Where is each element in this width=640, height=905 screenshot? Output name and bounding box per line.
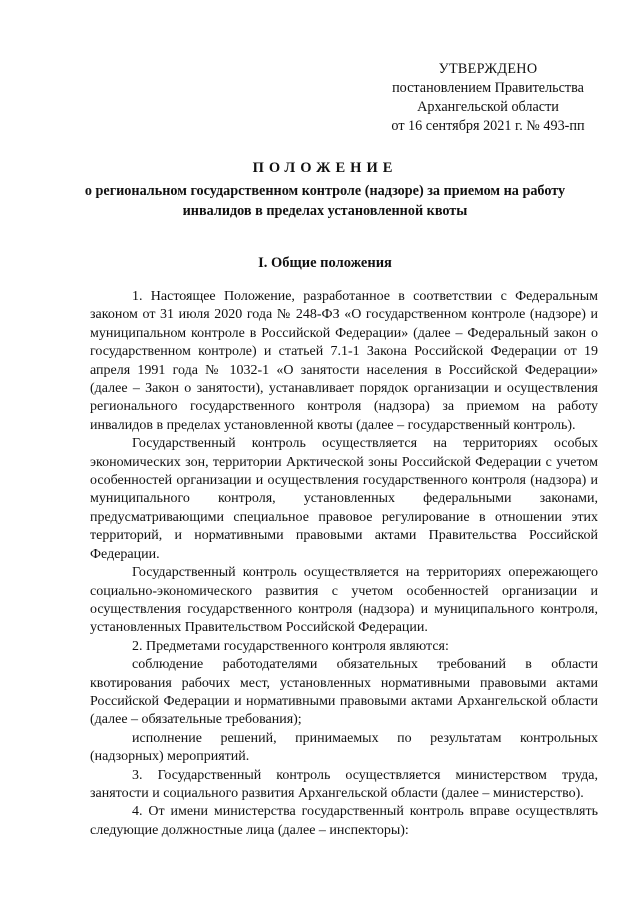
paragraph-6: исполнение решений, принимаемых по результатам контрольных (надзорных) мероприятий.	[90, 730, 598, 765]
section-heading: I. Общие положения	[258, 255, 392, 271]
paragraph-3: Государственный контроль осуществляется на территориях опережающего социально-экономического развития с учетом особенностей организации и осуществления государственного контроля (надзора) и муниципального контроля, установленных Правительством Российской Федерации.	[90, 565, 598, 636]
paragraph-4: 2. Предметами государственного контроля являются:	[132, 638, 449, 654]
paragraph-7: 3. Государственный контроль осуществляется министерством труда, занятости и социального развития Архангельской области (далее – министерство).	[90, 767, 598, 801]
approval-line-2: Архангельской области	[417, 99, 559, 115]
document-title: ПОЛОЖЕНИЕ	[252, 160, 398, 176]
body-text	[90, 288, 598, 840]
approval-stamp	[372, 60, 604, 136]
paragraph-8: 4. От имени министерства государственный контроль вправе осуществлять следующие должностные лица (далее – инспекторы):	[90, 804, 598, 838]
approval-line-1: постановлением Правительства	[392, 80, 584, 96]
paragraph-5: соблюдение работодателями обязательных требований в области квотирования рабочих мест, установленных нормативными правовыми актами Российской Федерации и нормативными правовыми актами Архангельской области (далее – обязательные требования);	[90, 657, 598, 728]
paragraph-1: 1. Настоящее Положение, разработанное в соответствии с Федеральным законом от 31 июля 2020 года № 248-ФЗ «О государственном контроле (надзоре) и муниципальном контроле в Российской Федерации» (далее – Федеральный закон о государственном контроле) и статьей 7.1-1 Закона Российской Федерации от 19 апреля 1991 года № 1032-1 «О занятости населения в Российской Федерации» (далее – Закон о занятости), устанавливает порядок организации и осуществления регионального государственного контроля (надзора) за приемом на работу инвалидов в пределах установленной квоты (далее – государственный контроль).	[90, 289, 598, 433]
paragraph-2: Государственный контроль осуществляется на территориях особых экономических зон, территории Арктической зоны Российской Федерации с учетом особенностей организации и осуществления государственного контроля (надзора) и муниципального контроля, установленных федеральными законами, предусматривающими специальное правовое регулирование в отношении этих территорий, и нормативными правовыми актами Правительства Российской Федерации.	[90, 436, 598, 562]
document-subtitle: о региональном государственном контроле (надзоре) за приемом на работу инвалидов в пределах установленной квоты	[84, 183, 566, 219]
approval-word: УТВЕРЖДЕНО	[438, 61, 538, 77]
approval-line-3: от 16 сентября 2021 г. № 493-пп	[391, 118, 585, 134]
